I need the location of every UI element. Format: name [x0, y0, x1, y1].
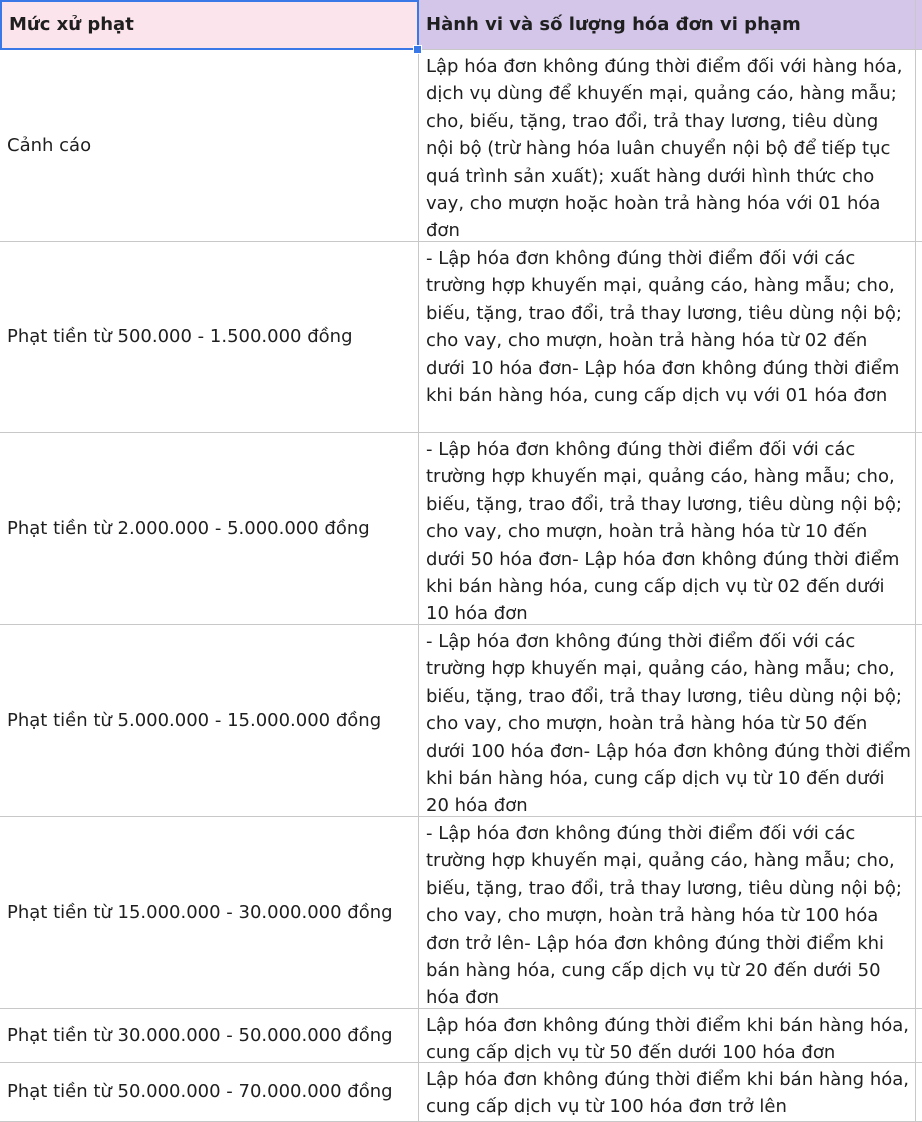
cell-violation[interactable]: Lập hóa đơn không đúng thời điểm khi bán hàng hóa, cung cấp dịch vụ từ 50 đến dưới 100 hóa đơn: [419, 1009, 916, 1063]
cell-violation[interactable]: - Lập hóa đơn không đúng thời điểm đối với các trường hợp khuyến mại, quảng cáo, hàng mẫu; cho, biếu, tặng, trao đổi, trả thay lương, tiêu dùng nội bộ; cho vay, cho mượn, hoàn trả hàng hóa từ 50 đến dưới 100 hóa đơn- Lập hóa đơn không đúng thời điểm khi bán hàng hóa, cung cấp dịch vụ từ 10 đến dưới 20 hóa đơn: [419, 625, 916, 817]
cell-violation[interactable]: Lập hóa đơn không đúng thời điểm khi bán hàng hóa, cung cấp dịch vụ từ 100 hóa đơn trở lên: [419, 1063, 916, 1122]
cell-next[interactable]: [916, 433, 922, 625]
cell-penalty-level[interactable]: Phạt tiền từ 15.000.000 - 30.000.000 đồng: [0, 817, 419, 1009]
cell-penalty-level[interactable]: Phạt tiền từ 2.000.000 - 5.000.000 đồng: [0, 433, 419, 625]
cell-next[interactable]: [916, 817, 922, 1009]
header-cell-next[interactable]: [916, 0, 922, 50]
cell-penalty-level[interactable]: Phạt tiền từ 50.000.000 - 70.000.000 đồng: [0, 1063, 419, 1122]
cell-next[interactable]: [916, 242, 922, 433]
cell-next[interactable]: [916, 50, 922, 242]
cell-penalty-level[interactable]: Phạt tiền từ 500.000 - 1.500.000 đồng: [0, 242, 419, 433]
cell-next[interactable]: [916, 625, 922, 817]
cell-penalty-level[interactable]: Phạt tiền từ 30.000.000 - 50.000.000 đồng: [0, 1009, 419, 1063]
cell-violation[interactable]: - Lập hóa đơn không đúng thời điểm đối với các trường hợp khuyến mại, quảng cáo, hàng mẫu; cho, biếu, tặng, trao đổi, trả thay lương, tiêu dùng nội bộ; cho vay, cho mượn, hoàn trả hàng hóa từ 10 đến dưới 50 hóa đơn- Lập hóa đơn không đúng thời điểm khi bán hàng hóa, cung cấp dịch vụ từ 02 đến dưới 10 hóa đơn: [419, 433, 916, 625]
cell-next[interactable]: [916, 1063, 922, 1122]
cell-next[interactable]: [916, 1009, 922, 1063]
cell-violation[interactable]: Lập hóa đơn không đúng thời điểm đối với hàng hóa, dịch vụ dùng để khuyến mại, quảng cáo, hàng mẫu; cho, biếu, tặng, trao đổi, trả thay lương, tiêu dùng nội bộ (trừ hàng hóa luân chuyển nội bộ để tiếp tục quá trình sản xuất); xuất hàng dưới hình thức cho vay, cho mượn hoặc hoàn trả hàng hóa với 01 hóa đơn: [419, 50, 916, 242]
cell-penalty-level[interactable]: Phạt tiền từ 5.000.000 - 15.000.000 đồng: [0, 625, 419, 817]
header-cell-violation[interactable]: Hành vi và số lượng hóa đơn vi phạm: [419, 0, 916, 50]
header-cell-penalty-level[interactable]: Mức xử phạt: [0, 0, 419, 50]
cell-penalty-level[interactable]: Cảnh cáo: [0, 50, 419, 242]
selection-fill-handle[interactable]: [413, 45, 422, 54]
cell-violation[interactable]: - Lập hóa đơn không đúng thời điểm đối với các trường hợp khuyến mại, quảng cáo, hàng mẫu; cho, biếu, tặng, trao đổi, trả thay lương, tiêu dùng nội bộ; cho vay, cho mượn, hoàn trả hàng hóa từ 100 hóa đơn trở lên- Lập hóa đơn không đúng thời điểm khi bán hàng hóa, cung cấp dịch vụ từ 20 đến dưới 50 hóa đơn: [419, 817, 916, 1009]
cell-violation[interactable]: - Lập hóa đơn không đúng thời điểm đối với các trường hợp khuyến mại, quảng cáo, hàng mẫu; cho, biếu, tặng, trao đổi, trả thay lương, tiêu dùng nội bộ; cho vay, cho mượn, hoàn trả hàng hóa từ 02 đến dưới 10 hóa đơn- Lập hóa đơn không đúng thời điểm khi bán hàng hóa, cung cấp dịch vụ với 01 hóa đơn: [419, 242, 916, 433]
